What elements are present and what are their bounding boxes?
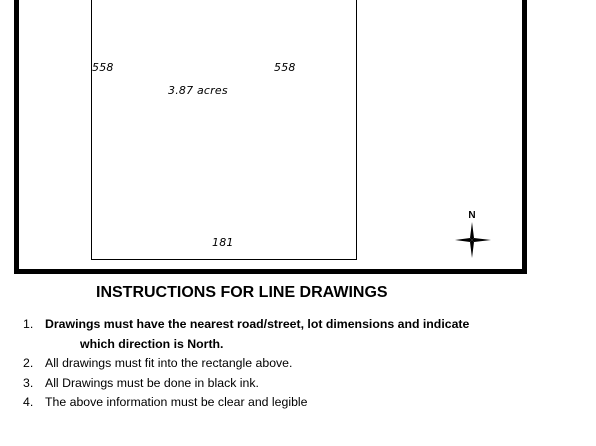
instruction-text: Drawings must have the nearest road/street, lot dimensions and indicate bbox=[45, 317, 470, 331]
instructions-list bbox=[20, 315, 580, 413]
north-arrow-icon bbox=[451, 208, 495, 262]
dimension-bottom-label: 181 bbox=[212, 236, 234, 249]
instruction-item bbox=[20, 315, 580, 354]
compass-north-label: N bbox=[468, 210, 476, 221]
instruction-text-continuation: which direction is North. bbox=[80, 336, 224, 351]
instruction-text: All Drawings must be done in black ink. bbox=[45, 375, 259, 390]
lot-area-label: 3.87 acres bbox=[168, 84, 228, 97]
lot-outline bbox=[91, 0, 357, 260]
instruction-number: 2. bbox=[23, 356, 34, 370]
instruction-number: 4. bbox=[23, 395, 34, 409]
instruction-number: 1. bbox=[23, 317, 34, 331]
instruction-item bbox=[20, 393, 580, 413]
instruction-text: The above information must be clear and legible bbox=[45, 395, 308, 409]
instruction-text: All drawings must fit into the rectangle above. bbox=[45, 356, 293, 370]
dimension-right-label: 558 bbox=[274, 61, 296, 74]
instructions-heading: INSTRUCTIONS FOR LINE DRAWINGS bbox=[96, 284, 388, 301]
dimension-left-label: 558 bbox=[92, 61, 114, 74]
instruction-item bbox=[20, 354, 580, 374]
instruction-item bbox=[20, 374, 580, 394]
instruction-number: 3. bbox=[23, 375, 34, 390]
